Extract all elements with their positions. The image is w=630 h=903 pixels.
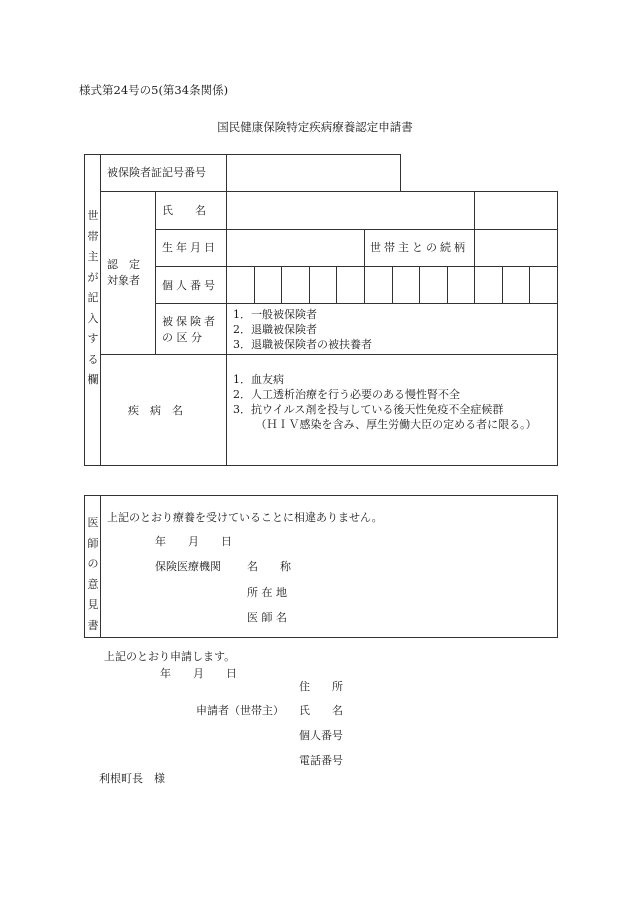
application-date-label: 年 月 日 bbox=[160, 667, 237, 680]
applicant-individual-number-label: 個人番号 bbox=[299, 729, 343, 742]
disease-option-3: 3．抗ウイルス剤を投与している後天性免疫不全症候群 bbox=[233, 403, 504, 416]
institution-name-label: 名 称 bbox=[247, 560, 291, 573]
form-number: 様式第24号の5(第34条関係) bbox=[79, 83, 229, 97]
insured-category-label-line2: の 区 分 bbox=[162, 331, 202, 344]
certified-person-label-line1: 認 定 bbox=[107, 258, 140, 271]
doctor-opinion-side-label: 医 師 の 意 見 書 bbox=[87, 516, 99, 632]
application-statement: 上記のとおり申請します。 bbox=[104, 650, 236, 663]
insurance-card-number-label: 被保険者証記号番号 bbox=[107, 166, 206, 179]
doctor-statement: 上記のとおり療養を受けていることに相違ありません。 bbox=[107, 511, 383, 524]
disease-option-1: 1．血友病 bbox=[233, 373, 284, 386]
disease-option-2: 2．人工透析治療を行う必要のある慢性腎不全 bbox=[233, 388, 460, 401]
applicant-phone-label: 電話番号 bbox=[299, 754, 343, 767]
disease-option-3-note: （ＨＩＶ感染を含み、厚生労働大臣の定める者に限る。） bbox=[250, 418, 537, 431]
insured-category-option-2: 2．退職被保険者 bbox=[233, 323, 317, 336]
individual-number-label: 個人番号 bbox=[162, 279, 218, 292]
name-label: 氏 名 bbox=[162, 204, 206, 217]
document-title: 国民健康保険特定疾病療養認定申請書 bbox=[217, 120, 413, 134]
doctor-name-label: 医 師 名 bbox=[247, 611, 287, 624]
doctor-date-label: 年 月 日 bbox=[155, 535, 232, 548]
insured-category-option-3: 3．退職被保険者の被扶養者 bbox=[233, 338, 372, 351]
applicant-address-label: 住 所 bbox=[299, 680, 343, 693]
applicant-name-label: 氏 名 bbox=[299, 704, 343, 717]
insured-category-option-1: 1．一般被保険者 bbox=[233, 308, 317, 321]
relationship-label: 世帯主との続柄 bbox=[370, 241, 468, 254]
applicant-label: 申請者（世帯主） bbox=[196, 704, 284, 717]
disease-label: 疾 病 名 bbox=[128, 404, 183, 417]
addressee: 利根町長 様 bbox=[99, 772, 165, 785]
medical-institution-label: 保険医療機関 bbox=[155, 560, 221, 573]
birth-date-label: 生年月日 bbox=[162, 241, 218, 254]
insured-category-label-line1: 被保険者 bbox=[162, 315, 218, 328]
certified-person-label-line2: 対象者 bbox=[107, 274, 140, 287]
institution-address-label: 所 在 地 bbox=[247, 586, 287, 599]
household-head-side-label: 世 帯 主 が 記 入 す る 欄 bbox=[87, 209, 99, 386]
